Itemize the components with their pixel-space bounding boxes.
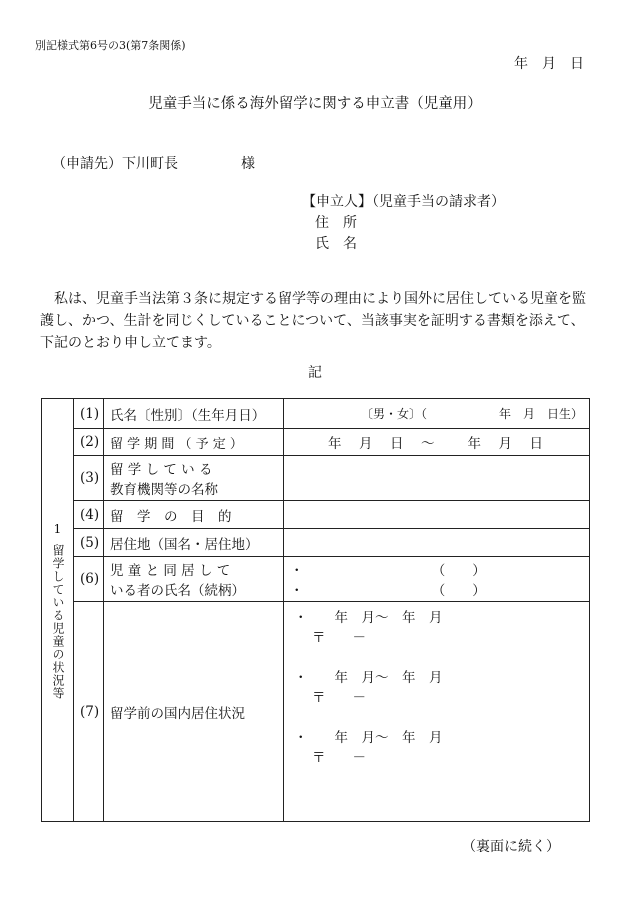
cohabitant-entry: ・ （ ） xyxy=(290,563,486,579)
name-gender-birth-field[interactable]: 〔男・女〕（ 年 月 日生） xyxy=(284,399,590,429)
row-number: (3) xyxy=(74,456,104,501)
row-number: (6) xyxy=(74,557,104,602)
page-title: 児童手当に係る海外留学に関する申立書（児童用） xyxy=(148,96,482,112)
row-label: 居住地（国名・居住地） xyxy=(104,529,284,557)
applicant-heading: 【申立人】（児童手当の請求者） xyxy=(302,194,505,210)
section-label-cell xyxy=(42,399,74,822)
row-label xyxy=(104,456,284,501)
row-label: 氏名〔性別〕（生年月日） xyxy=(104,399,284,429)
study-purpose-field[interactable] xyxy=(284,501,590,529)
status-table xyxy=(41,398,590,822)
table-row xyxy=(42,529,590,557)
domestic-residence-field[interactable] xyxy=(284,602,590,822)
postal-code: 〒 － xyxy=(312,750,366,766)
row-label-line: 教育機関等の名称 xyxy=(110,482,218,498)
row-label: 留学前の国内居住状況 xyxy=(104,602,284,822)
residence-period: ・ 年 月～ 年 月 xyxy=(294,610,443,626)
destination-label: （申請先）下川町長 xyxy=(52,156,178,172)
statement-text: 私は、児童手当法第３条に規定する留学等の理由により国外に居住している児童を監護し、かつ、生計を同じくしていることについて、当該事実を証明する書類を添えて、下記のとおり申し立てます。 xyxy=(40,291,586,351)
row-number: (1) xyxy=(74,399,104,429)
table-row xyxy=(42,602,590,822)
residence-period: ・ 年 月～ 年 月 xyxy=(294,670,443,686)
continued-note: （裏面に続く） xyxy=(462,839,560,855)
table-row xyxy=(42,557,590,602)
row-label xyxy=(104,557,284,602)
residence-field[interactable] xyxy=(284,529,590,557)
section-label: 留学している児童の状況等 xyxy=(51,543,65,700)
row-label: 留 学 期 間 （ 予 定 ） xyxy=(104,429,284,456)
postal-code: 〒 － xyxy=(312,690,366,706)
table-row xyxy=(42,429,590,456)
applicant-name-label: 氏 名 xyxy=(315,236,357,252)
study-period-field[interactable]: 年 月 日 ～ 年 月 日 xyxy=(284,429,590,456)
institution-name-field[interactable] xyxy=(284,456,590,501)
destination-honorific: 様 xyxy=(241,156,255,172)
form-id: 別記様式第6号の3(第7条関係) xyxy=(35,39,186,52)
applicant-address-label: 住 所 xyxy=(315,215,357,231)
row-number: (7) xyxy=(74,602,104,822)
row-number: (2) xyxy=(74,429,104,456)
row-number: (4) xyxy=(74,501,104,529)
row-label-line: 児 童 と 同 居 し て xyxy=(110,563,231,579)
section-number: 1 xyxy=(53,521,62,536)
cohabitant-field[interactable] xyxy=(284,557,590,602)
cohabitant-entry: ・ （ ） xyxy=(290,583,486,599)
row-label-line: 留 学 し て い る xyxy=(110,462,213,478)
residence-period: ・ 年 月～ 年 月 xyxy=(294,730,443,746)
row-label-line: いる者の氏名（続柄） xyxy=(110,583,245,599)
table-row xyxy=(42,399,590,429)
table-row xyxy=(42,501,590,529)
row-label: 留 学 の 目 的 xyxy=(104,501,284,529)
ki-heading: 記 xyxy=(308,365,322,381)
postal-code: 〒 － xyxy=(312,630,366,646)
row-number: (5) xyxy=(74,529,104,557)
table-row xyxy=(42,456,590,501)
date-line: 年 月 日 xyxy=(514,56,584,72)
